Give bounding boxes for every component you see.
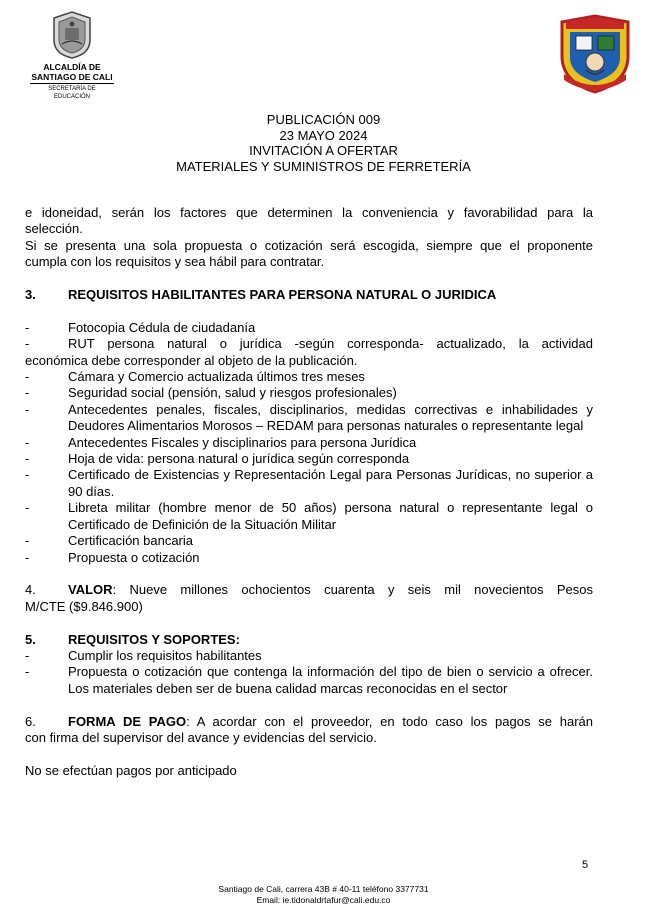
list-item-text-continued: económica debe corresponder al objeto de la publicación. — [25, 352, 358, 368]
list-item — [25, 533, 593, 549]
list-dash: - — [25, 319, 30, 335]
publication-date: 23 MAYO 2024 — [279, 127, 368, 143]
list-item-text: Hoja de vida: persona natural o jurídica según corresponda — [68, 451, 410, 467]
section-4-value-text: : Nueve millones ochocientos cuarenta y seis mil novecientos Pesos — [112, 582, 593, 598]
alcaldia-line1: ALCALDÍA DE — [43, 62, 101, 72]
footer-address: Santiago de Cali, carrera 43B # 40-11 teléfono 3377731 — [218, 884, 429, 894]
section-6-number: 6. — [25, 713, 36, 729]
page-footer — [0, 884, 647, 906]
list-dash: - — [25, 336, 30, 352]
list-item — [25, 435, 593, 451]
list-item — [25, 336, 593, 369]
alcaldia-line3: SECRETARÍA DE EDUCACIÓN — [30, 83, 114, 101]
section-6 — [25, 714, 593, 747]
list-item — [25, 500, 593, 533]
section-6-label: FORMA DE PAGO — [68, 713, 187, 729]
list-dash: - — [25, 500, 30, 516]
list-item-text: Libreta militar (hombre menor de 50 años) persona natural o representante legal o Certificado de Definición de la Situación Militar — [68, 500, 593, 532]
list-item — [25, 467, 593, 500]
list-item — [25, 385, 593, 401]
list-item-text: Cumplir los requisitos habilitantes — [68, 647, 262, 663]
list-item-text: Propuesta o cotización — [68, 549, 200, 565]
section-4 — [25, 582, 593, 615]
list-dash: - — [25, 664, 30, 680]
list-item-text: Antecedentes Fiscales y disciplinarios para persona Jurídica — [68, 434, 417, 450]
section-5-number: 5. — [25, 631, 36, 647]
list-item-text: Propuesta o cotización que contenga la información del tipo de bien o servicio a ofrecer. Los materiales deben ser de buena calidad marcas reconocidas en el sector — [68, 664, 593, 696]
list-item — [25, 402, 593, 435]
school-crest — [556, 12, 634, 96]
list-dash: - — [25, 401, 30, 417]
section-3-heading — [25, 287, 593, 303]
list-item — [25, 320, 593, 336]
list-dash: - — [25, 369, 30, 385]
section-4-number: 4. — [25, 582, 36, 598]
list-dash: - — [25, 451, 30, 467]
section-4-text — [68, 582, 593, 598]
intro-paragraph-2-line1: Si se presenta una sola propuesta o cotización será escogida, siempre que el proponente — [25, 237, 593, 253]
closing-note: No se efectúan pagos por anticipado — [25, 762, 237, 778]
alcaldia-line2: SANTIAGO DE CALI — [31, 72, 113, 82]
list-item — [25, 648, 593, 664]
section-4-label: VALOR — [68, 582, 113, 598]
section-5-title: REQUISITOS Y SOPORTES: — [68, 631, 240, 647]
school-crest-icon — [556, 12, 634, 96]
alcaldia-logo — [22, 10, 122, 101]
section-3-number: 3. — [25, 287, 36, 303]
section-6-payment-continued: con firma del supervisor del avance y evidencias del servicio. — [25, 729, 377, 745]
list-item-text: Seguridad social (pensión, salud y riesgos profesionales) — [68, 385, 397, 401]
intro-paragraph-2-line2: cumpla con los requisitos y sea hábil para contratar. — [25, 254, 325, 270]
list-item — [25, 369, 593, 385]
list-item-text: Fotocopia Cédula de ciudadanía — [68, 319, 256, 335]
section-4-value-continued: M/CTE ($9.846.900) — [25, 598, 143, 614]
page-number: 5 — [582, 859, 589, 871]
intro-paragraph-1-line2: selección. — [25, 221, 83, 237]
publication-number: PUBLICACIÓN 009 — [266, 112, 381, 127]
list-dash: - — [25, 467, 30, 483]
document-body — [25, 205, 593, 779]
list-dash: - — [25, 533, 30, 549]
footer-email: Email: ie.tidonaldrtafur@cali.edu.co — [256, 895, 391, 905]
list-dash: - — [25, 549, 30, 565]
list-dash: - — [25, 385, 30, 401]
section-3-title: REQUISITOS HABILITANTES PARA PERSONA NATURAL O JURIDICA — [68, 287, 497, 303]
list-item — [25, 664, 593, 697]
list-item-text: RUT persona natural o jurídica -según corresponda- actualizado, la actividad — [68, 336, 593, 352]
coat-of-arms-icon — [50, 10, 94, 60]
section-6-text — [68, 714, 593, 730]
list-item-text: Antecedentes penales, fiscales, disciplinarios, medidas correctivas e inhabilidades y Deudores Alimentarios Morosos – REDAM para personas naturales o representante legal — [68, 401, 593, 434]
invitation-subject: MATERIALES Y SUMINISTROS DE FERRETERÍA — [176, 158, 471, 174]
list-item-text: Certificado de Existencias y Representación Legal para Personas Jurídicas, no superior a 90 días. — [68, 467, 593, 499]
list-dash: - — [25, 647, 30, 663]
list-item-text: Cámara y Comercio actualizada últimos tres meses — [68, 369, 365, 385]
intro-paragraph-1-line1: e idoneidad, serán los factores que determinen la conveniencia y favorabilidad para la — [25, 205, 593, 220]
section-6-payment-text: : A acordar con el proveedor, en todo caso los pagos se harán — [186, 713, 593, 729]
section-5-heading — [25, 632, 593, 648]
list-item-text: Certificación bancaria — [68, 533, 194, 549]
list-item — [25, 451, 593, 467]
list-dash: - — [25, 434, 30, 450]
document-title — [0, 112, 647, 174]
list-item — [25, 550, 593, 566]
invitation-heading: INVITACIÓN A OFERTAR — [249, 143, 398, 158]
